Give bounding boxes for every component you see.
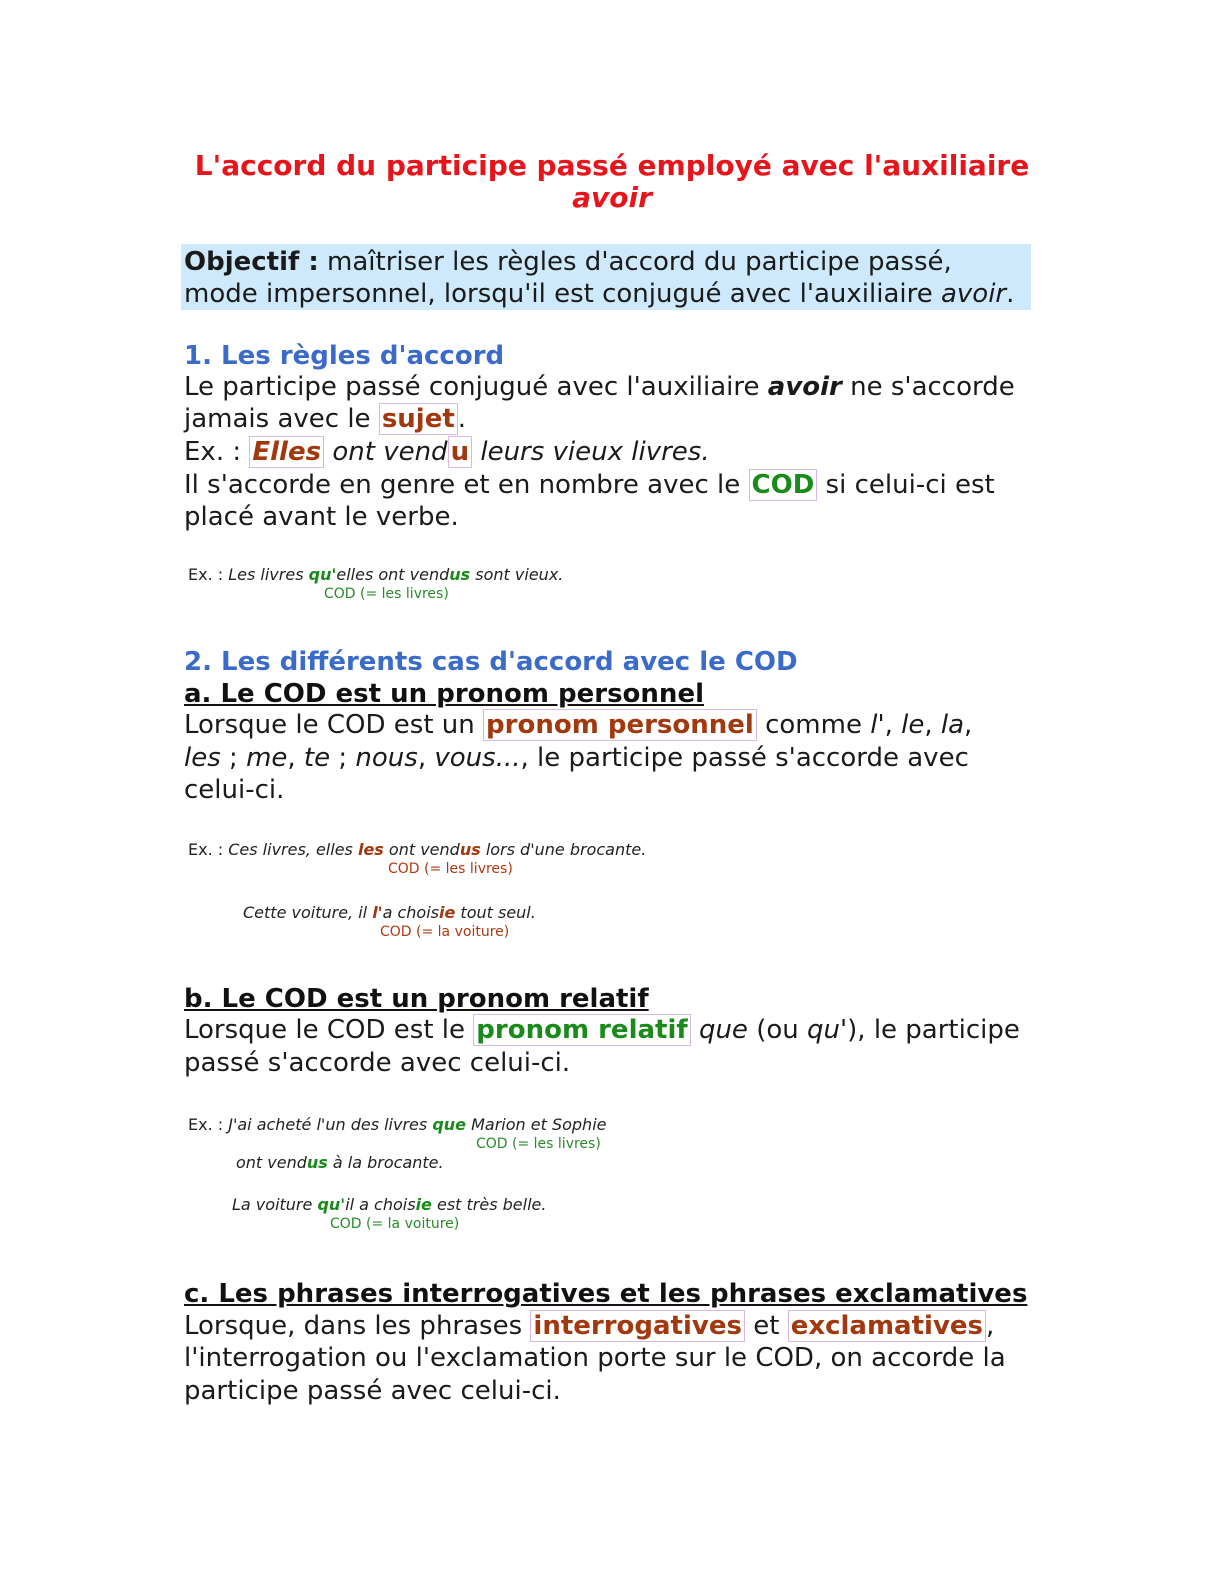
objective-line1: Objectif : maîtriser les règles d'accord du participe passé, <box>184 247 952 277</box>
section-2a-heading: a. Le COD est un pronom personnel <box>184 679 704 709</box>
example-2b-2-sentence: La voiture qu'il a choisie est très belle. <box>232 1195 547 1214</box>
section-2a-line3: celui-ci. <box>184 775 285 805</box>
section-1-para-line2: jamais avec le sujet . <box>184 404 467 434</box>
example-2a-2-label: COD (= la voiture) <box>380 924 510 940</box>
section-2b-line1: Lorsque le COD est le pronom relatif que (ou qu'), le participe <box>184 1015 1020 1045</box>
section-2c-heading: c. Les phrases interrogatives et les phrases exclamatives <box>184 1279 1028 1309</box>
example-2a-1-sentence: Ex. : Ces livres, elles les ont vendus lors d'une brocante. <box>188 840 647 859</box>
section-2a-line1: Lorsque le COD est un pronom personnel comme l', le, la, <box>184 710 973 740</box>
term-interrogatives: interrogatives <box>530 1310 745 1342</box>
section-1-para-line1: Le participe passé conjugué avec l'auxiliaire avoir ne s'accorde <box>184 372 1015 402</box>
section-1-heading: 1. Les règles d'accord <box>184 341 505 371</box>
example-2b-1-line2: ont vendus à la brocante. <box>236 1153 444 1172</box>
section-1-example-line: Ex. : Elles ont vend u leurs vieux livres. <box>184 437 710 467</box>
document-title-line2: avoir <box>572 181 652 214</box>
example-1-sentence: Ex. : Les livres qu'elles ont vendus sont vieux. <box>188 565 564 584</box>
example-1-label: COD (= les livres) <box>324 586 449 602</box>
section-2b-heading: b. Le COD est un pronom relatif <box>184 984 649 1014</box>
example-2b-1-label: COD (= les livres) <box>476 1136 601 1152</box>
example-2a-1-label: COD (= les livres) <box>388 861 513 877</box>
term-pronom-relatif: pronom relatif <box>473 1014 690 1046</box>
term-sujet: sujet <box>379 403 458 435</box>
example-2b-1-sentence: Ex. : J'ai acheté l'un des livres que Marion et Sophie <box>188 1115 607 1134</box>
section-1-para-line3: Il s'accorde en genre et en nombre avec le COD si celui-ci est <box>184 470 995 500</box>
section-2b-line2: passé s'accorde avec celui-ci. <box>184 1048 571 1078</box>
section-2c-line1: Lorsque, dans les phrases interrogatives et exclamatives , <box>184 1311 995 1341</box>
example-2b-2-label: COD (= la voiture) <box>330 1216 460 1232</box>
section-2c-line3: participe passé avec celui-ci. <box>184 1376 561 1406</box>
section-2a-line2: les ; me, te ; nous, vous..., le participe passé s'accorde avec <box>184 743 969 773</box>
section-2c-line2: l'interrogation ou l'exclamation porte sur le COD, on accorde la <box>184 1343 1006 1373</box>
term-pronom-personnel: pronom personnel <box>483 709 757 741</box>
document-title: L'accord du participe passé employé avec l'auxiliaire <box>194 149 1030 182</box>
objective-label: Objectif : <box>184 247 319 277</box>
section-1-para-line4: placé avant le verbe. <box>184 502 459 532</box>
term-cod: COD <box>749 469 818 501</box>
section-2-heading: 2. Les différents cas d'accord avec le COD <box>184 647 798 677</box>
objective-line2: mode impersonnel, lorsqu'il est conjugué avec l'auxiliaire avoir. <box>184 279 1015 309</box>
example-2a-2-sentence: Cette voiture, il l'a choisie tout seul. <box>243 903 536 922</box>
term-exclamatives: exclamatives <box>788 1310 986 1342</box>
